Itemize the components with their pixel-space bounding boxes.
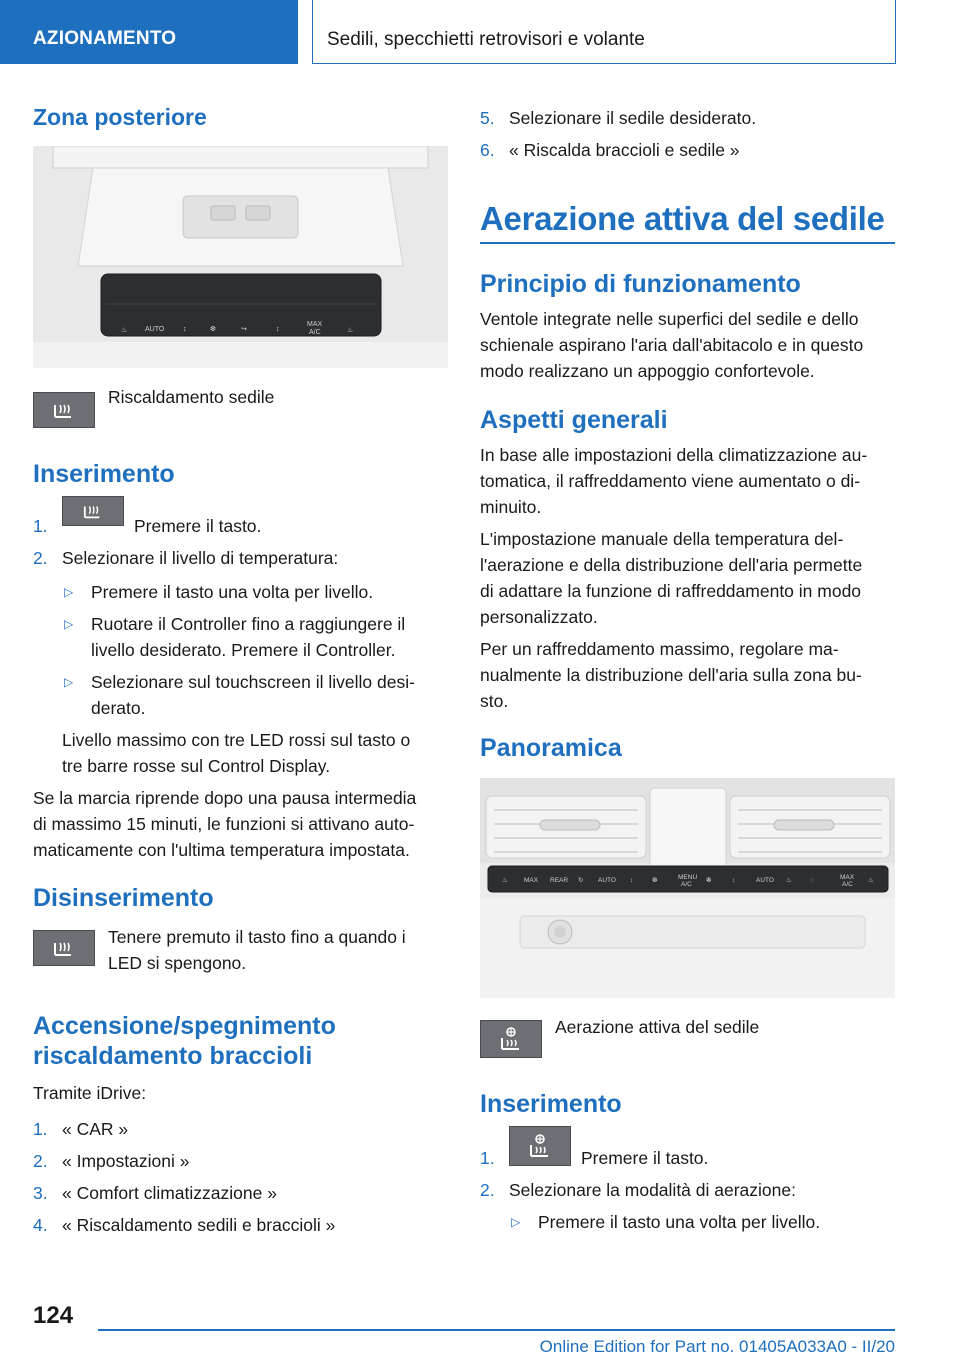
seat-heating-icon (33, 930, 95, 966)
front-max-label: MAX (524, 877, 539, 884)
front-seat-vent-icon: ♨ (786, 877, 792, 884)
page-number: 124 (33, 1302, 74, 1329)
front-auto-right-label: AUTO (756, 877, 774, 884)
general-text: nualmente la distribuzione dell'aria sulla zona bu- (480, 665, 862, 685)
heading-principle: Principio di funzionamento (480, 270, 801, 298)
bullet-triangle-icon: ▷ (64, 585, 74, 599)
max-level-text: tre barre rosse sul Control Display. (62, 756, 331, 776)
front-max-right-label: MAX (840, 874, 855, 881)
general-text: In base alle impostazioni della climatizzazione au- (480, 445, 868, 465)
rear-temp-arrows-left-icon: ↕ (183, 326, 187, 333)
rear-climate-photo (33, 146, 448, 368)
step-number: 2. (33, 1151, 48, 1171)
front-defrost-icon: ◌ (810, 877, 814, 884)
heading-switch-on: Inserimento (480, 1090, 622, 1118)
resume-text: maticamente con l'ultima temperatura impostata. (33, 840, 410, 860)
footer-edition: Online Edition for Part no. 01405A033A0 - II/20 (539, 1337, 895, 1356)
rear-auto-label: AUTO (145, 326, 165, 333)
front-seat-heat-left-icon: ♨ (502, 877, 508, 884)
front-climate-photo (480, 778, 895, 998)
principle-text: modo realizzano un appoggio confortevole. (480, 361, 815, 381)
front-temp-arrows-right-icon: ↕ (732, 877, 736, 884)
step-number: 5. (480, 108, 495, 128)
seat-heating-caption: Riscaldamento sedile (108, 387, 275, 407)
bullet-triangle-icon: ▷ (511, 1215, 521, 1229)
rear-temp-arrows-right-icon: ↕ (276, 326, 280, 333)
menu-path-step: « Comfort climatizzazione » (62, 1183, 277, 1203)
seat-heating-button-icon (62, 496, 124, 526)
general-text: minuito. (480, 497, 542, 517)
rear-seat-heat-right-icon: ♨ (347, 327, 354, 334)
front-seat-heat-right-icon: ♨ (868, 877, 874, 884)
bullet-text: Selezionare sul touchscreen il livello desi- (91, 672, 415, 692)
general-text: di adattare la funzione di raffreddamento in modo (480, 581, 862, 601)
step-text: Selezionare il livello di temperatura: (62, 548, 339, 568)
front-recirc-icon: ↻ (578, 877, 584, 884)
header-section-tab (0, 0, 298, 64)
rear-climate-illustration (33, 146, 448, 368)
resume-text: di massimo 15 minuti, le funzioni si attivano auto- (33, 814, 415, 834)
bullet-triangle-icon: ▷ (64, 675, 74, 689)
menu-path-step: « Impostazioni » (62, 1151, 190, 1171)
rear-ac-label: A/C (309, 329, 321, 336)
bullet-text: Premere il tasto una volta per livello. (91, 582, 374, 602)
bullet-text: Ruotare il Controller fino a raggiungere il (91, 614, 406, 634)
heading-overview: Panoramica (480, 734, 622, 762)
front-rear-label: REAR (550, 877, 569, 884)
general-text: L'impostazione manuale della temperatura del- (480, 529, 844, 549)
menu-path-step: « Riscaldamento sedili e braccioli » (62, 1215, 336, 1235)
idrive-intro: Tramite iDrive: (33, 1083, 147, 1103)
menu-path-step: « Riscalda braccioli e sedile » (509, 140, 740, 160)
step-number: 1. (33, 1119, 48, 1139)
bullet-text: derato. (91, 698, 146, 718)
step-number: 1. (33, 516, 48, 536)
bullet-triangle-icon: ▷ (64, 617, 74, 631)
principle-text: Ventole integrate nelle superfici del sedile e dello (480, 309, 859, 329)
header-chapter-box (312, 0, 896, 64)
step-number: 3. (33, 1183, 48, 1203)
step-text: Premere il tasto. (581, 1148, 709, 1168)
step-number: 1. (480, 1148, 495, 1168)
front-fan-right-icon: ❆ (706, 877, 712, 884)
bullet-text: Premere il tasto una volta per livello. (538, 1212, 821, 1232)
heading-armrest-heating: riscaldamento braccioli (33, 1042, 313, 1070)
front-ac-right-label: A/C (842, 881, 853, 888)
rear-fan-icon: ❆ (210, 326, 216, 333)
heading-underline (480, 242, 895, 244)
rear-airflow-icon: ↪ (241, 326, 247, 333)
heading-switch-off: Disinserimento (33, 884, 214, 912)
heading-active-seat-ventilation: Aerazione attiva del sedile (480, 200, 885, 237)
heading-armrest-heating: Accensione/spegnimento (33, 1012, 336, 1040)
front-fan-icon: ❆ (652, 877, 658, 884)
switch-off-text: Tenere premuto il tasto fino a quando i (108, 927, 406, 947)
rear-max-label: MAX (307, 321, 323, 328)
menu-path-step: « CAR » (62, 1119, 129, 1139)
principle-text: schienale aspirano l'aria dall'abitacolo e in questo (480, 335, 864, 355)
seat-ventilation-caption: Aerazione attiva del sedile (555, 1017, 760, 1037)
step-number: 4. (33, 1215, 48, 1235)
general-text: sto. (480, 691, 509, 711)
seat-ventilation-button-icon (509, 1126, 571, 1166)
max-level-text: Livello massimo con tre LED rossi sul tasto o (62, 730, 411, 750)
step-number: 2. (480, 1180, 495, 1200)
resume-text: Se la marcia riprende dopo una pausa intermedia (33, 788, 417, 808)
switch-off-text: LED si spengono. (108, 953, 247, 973)
heading-rear-zone: Zona posteriore (33, 104, 207, 130)
step-text: Selezionare la modalità di aerazione: (509, 1180, 796, 1200)
general-text: Per un raffreddamento massimo, regolare ma- (480, 639, 839, 659)
front-menu-label: MENU (678, 874, 698, 881)
seat-ventilation-icon (480, 1020, 542, 1058)
general-text: tomatica, il raffreddamento viene aumentato o di- (480, 471, 861, 491)
header-section-label: AZIONAMENTO (33, 28, 177, 49)
header-chapter-label: Sedili, specchietti retrovisori e volante (327, 29, 645, 50)
step-text: Premere il tasto. (134, 516, 262, 536)
rear-seat-heat-left-icon: ♨ (121, 327, 128, 334)
step-number: 2. (33, 548, 48, 568)
seat-heating-icon (33, 392, 95, 428)
general-text: personalizzato. (480, 607, 598, 627)
general-text: l'aerazione e della distribuzione dell'aria permette (480, 555, 863, 575)
step-number: 6. (480, 140, 495, 160)
bullet-text: livello desiderato. Premere il Controller. (91, 640, 396, 660)
front-climate-illustration (480, 778, 895, 998)
front-temp-arrows-icon: ↕ (630, 877, 634, 884)
front-ac-label: A/C (681, 881, 692, 888)
footer-rule (98, 1329, 895, 1331)
heading-switch-on: Inserimento (33, 460, 175, 488)
heading-general: Aspetti generali (480, 406, 668, 434)
step-text: Selezionare il sedile desiderato. (509, 108, 757, 128)
front-auto-left-label: AUTO (598, 877, 616, 884)
